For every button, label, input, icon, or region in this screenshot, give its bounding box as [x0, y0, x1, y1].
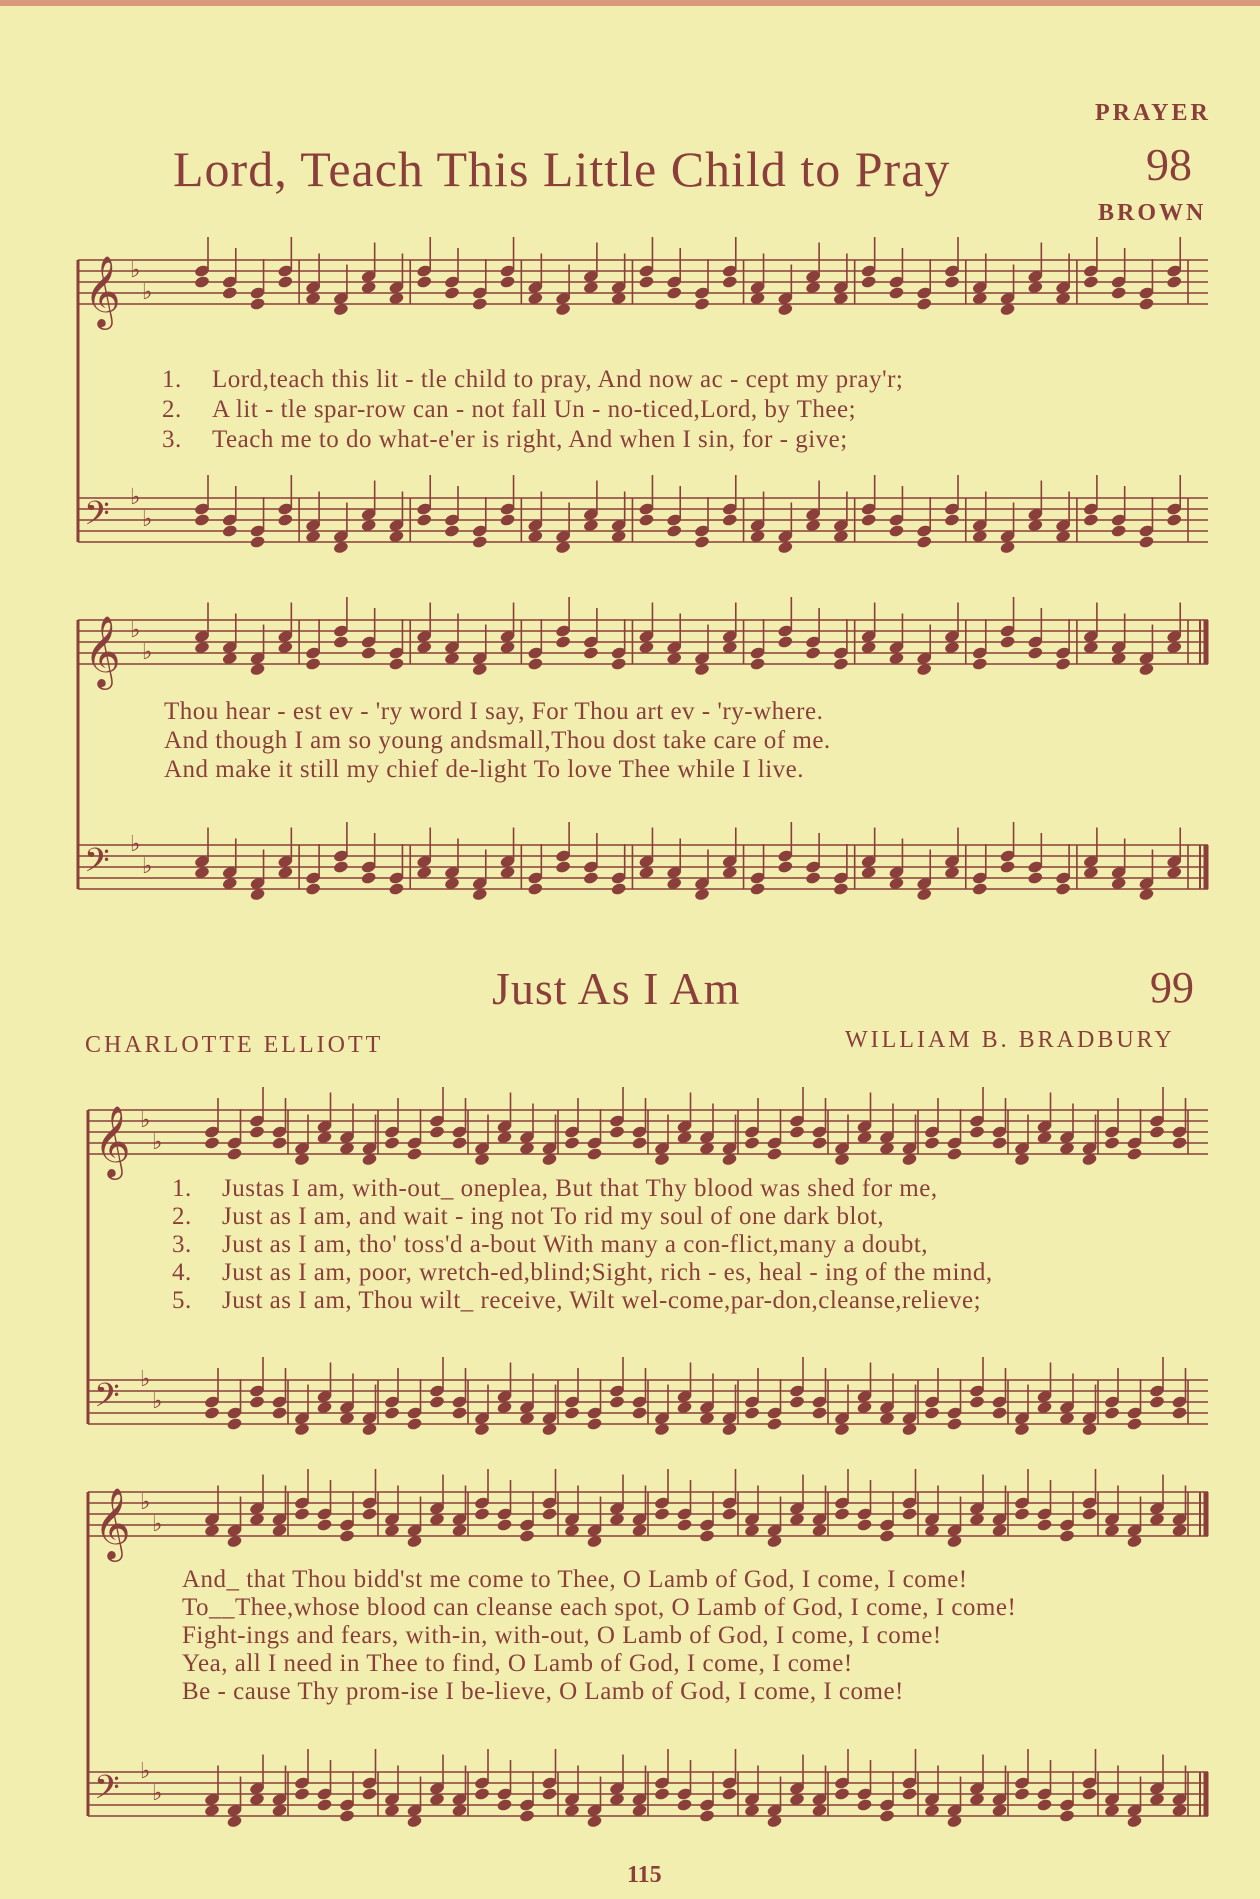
- verse-line: Be - cause Thy prom-ise I be-lieve, O Lamb of God, I come, I come!: [182, 1678, 904, 1705]
- svg-text:♭: ♭: [142, 640, 153, 665]
- svg-text:♭: ♭: [152, 1389, 163, 1414]
- verse-lyrics: [162, 365, 903, 455]
- verse-line: And though I am so young andsmall,Thou dost take care of me.: [164, 727, 831, 754]
- composer: WILLIAM B. BRADBURY: [845, 1027, 1175, 1053]
- verse-line: 2. Just as I am, and wait - ing not To rid my soul of one dark blot,: [172, 1203, 885, 1230]
- svg-text:♭: ♭: [140, 1108, 151, 1133]
- verse-line: 1. Justas I am, with-out_ oneplea, But that Thy blood was shed for me,: [172, 1175, 938, 1202]
- svg-text:♭: ♭: [140, 1367, 151, 1392]
- svg-text:♭: ♭: [142, 507, 153, 532]
- verse-line: 2. A lit - tle spar-row can - not fall Un - no-ticed,Lord, by Thee;: [162, 396, 857, 423]
- verse-lyrics: [182, 1566, 1016, 1706]
- svg-text:♭: ♭: [152, 1781, 163, 1806]
- bass-clef-icon: 𝄢: [84, 842, 110, 888]
- hymn-number: 99: [1150, 963, 1194, 1012]
- page-edge: [0, 0, 1260, 6]
- svg-text:♭: ♭: [152, 1512, 163, 1537]
- bass-clef-icon: 𝄢: [94, 1769, 120, 1815]
- verse-line: 1. Lord,teach this lit - tle child to pray, And now ac - cept my pray'r;: [162, 366, 904, 393]
- treble-clef-icon: 𝄞: [94, 1486, 131, 1559]
- verse-line: Yea, all I need in Thee to find, O Lamb of God, I come, I come!: [182, 1650, 853, 1677]
- svg-text:♭: ♭: [130, 258, 141, 283]
- verse-line: And make it still my chief de-light To love Thee while I live.: [164, 756, 804, 783]
- hymn-number: 98: [1146, 139, 1192, 190]
- bass-clef-icon: 𝄢: [84, 495, 110, 541]
- verse-line: Fight-ings and fears, with-in, with-out, O Lamb of God, I come, I come!: [182, 1622, 942, 1649]
- bass-clef-icon: 𝄢: [94, 1377, 120, 1423]
- verse-line: 5. Just as I am, Thou wilt_ receive, Wilt wel-come,par-don,cleanse,relieve;: [172, 1287, 982, 1314]
- tune-name: PRAYER: [1095, 100, 1211, 126]
- svg-text:♭: ♭: [130, 618, 141, 643]
- verse-line: And_ that Thou bidd'st me come to Thee, O Lamb of God, I come, I come!: [182, 1566, 968, 1593]
- treble-clef-icon: 𝄞: [94, 1104, 131, 1177]
- verse-line: 4. Just as I am, poor, wretch-ed,blind;Sight, rich - es, heal - ing of the mind,: [172, 1259, 993, 1286]
- svg-text:♭: ♭: [130, 832, 141, 857]
- author: CHARLOTTE ELLIOTT: [85, 1032, 384, 1058]
- verse-line: 3. Just as I am, tho' toss'd a-bout With many a con-flict,many a doubt,: [172, 1231, 929, 1258]
- verse-line: To__Thee,whose blood can cleanse each spot, O Lamb of God, I come, I come!: [182, 1594, 1017, 1621]
- hymn-title: Just As I Am: [492, 963, 741, 1014]
- treble-clef-icon: 𝄞: [84, 614, 121, 687]
- verse-line: 3. Teach me to do what-e'er is right, And when I sin, for - give;: [162, 426, 848, 453]
- verse-lyrics: [172, 1175, 993, 1315]
- svg-text:♭: ♭: [142, 854, 153, 879]
- verse-lyrics: [164, 697, 831, 784]
- svg-text:♭: ♭: [140, 1490, 151, 1515]
- hymn-title: Lord, Teach This Little Child to Pray: [173, 141, 951, 197]
- svg-text:♭: ♭: [130, 485, 141, 510]
- svg-text:♭: ♭: [140, 1759, 151, 1784]
- verse-line: Thou hear - est ev - 'ry word I say, For Thou art ev - 'ry-where.: [164, 698, 824, 725]
- composer: BROWN: [1098, 200, 1207, 226]
- page-number: 115: [627, 1862, 662, 1888]
- svg-text:♭: ♭: [142, 280, 153, 305]
- treble-clef-icon: 𝄞: [84, 254, 121, 327]
- svg-text:♭: ♭: [152, 1130, 163, 1155]
